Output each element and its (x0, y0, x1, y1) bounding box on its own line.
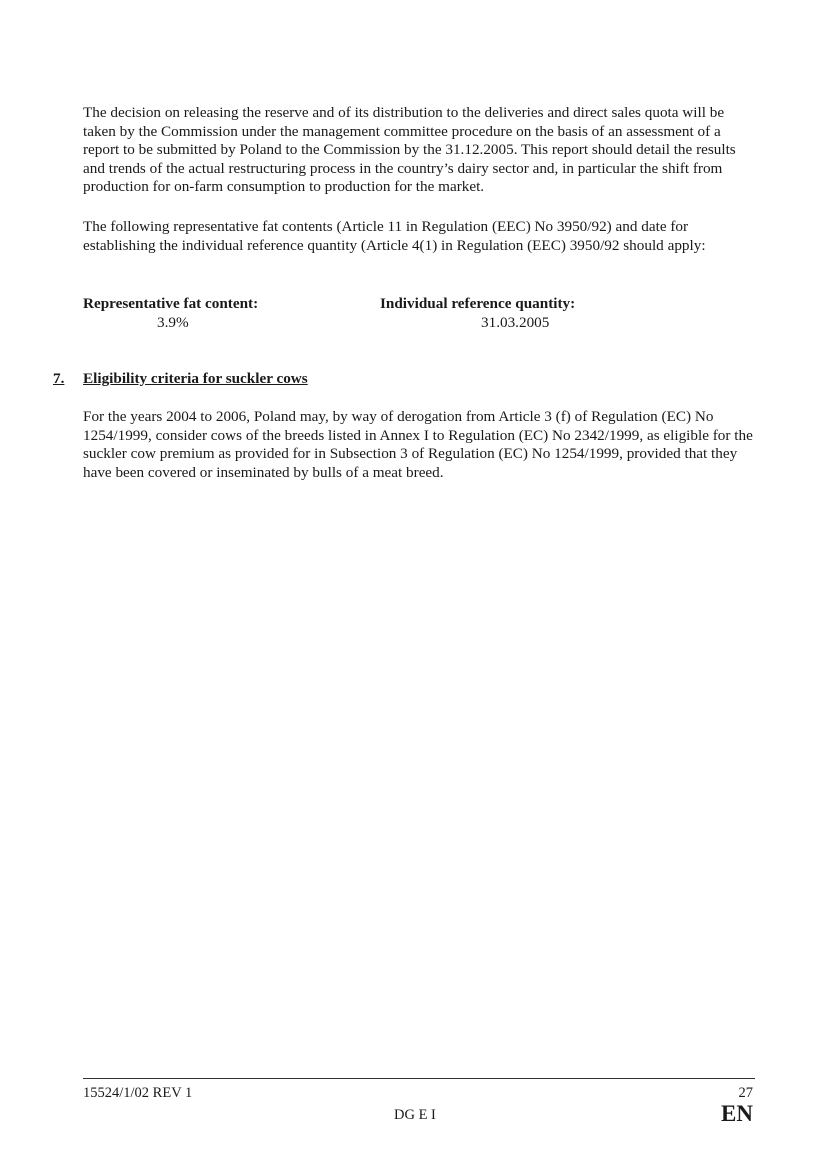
fat-content-value: 3.9% (157, 313, 189, 331)
fat-content-table (83, 295, 755, 335)
directorate-label: DG E I (394, 1107, 436, 1123)
fat-content-label: Representative fat content: (83, 295, 259, 312)
document-reference: 15524/1/02 REV 1 (83, 1085, 193, 1101)
section-7-title: Eligibility criteria for suckler cows (83, 370, 308, 387)
reference-quantity-column (380, 295, 710, 332)
fat-content-column (83, 295, 343, 332)
section-7-body: For the years 2004 to 2006, Poland may, by way of derogation from Article 3 (f) of Regulation (EC) No 1254/1999, consider cows of the breeds listed in Annex I to Regulation (EC) No 2342/1999, as eligible for the suckler cow premium as provided for in Subsection 3 of Regulation (EC) No 1254/1999, provided that they have been covered or inseminated by bulls of a meat breed. (83, 408, 753, 481)
footer-divider (83, 1078, 755, 1079)
section-7-number: 7. (53, 370, 65, 387)
language-code: EN (721, 1101, 753, 1126)
page-number: 27 (738, 1085, 753, 1101)
section-7-heading (53, 370, 308, 388)
reference-quantity-value: 31.03.2005 (481, 313, 550, 331)
reference-quantity-label: Individual reference quantity: (380, 295, 576, 312)
fat-contents-paragraph: The following representative fat contents (Article 11 in Regulation (EEC) No 3950/92) and date for establishing the individual reference quantity (Article 4(1) in Regulation (EEC) 3950/92 should apply: (83, 218, 706, 254)
reserve-paragraph: The decision on releasing the reserve and of its distribution to the deliveries and direct sales quota will be taken by the Commission under the management committee procedure on the basis of an assessment of a report to be submitted by Poland to the Commission by the 31.12.2005. This report should detail the results and trends of the actual restructuring process in the country’s dairy sector and, in particular the shift from production for on-farm consumption to production for the market. (83, 104, 736, 196)
